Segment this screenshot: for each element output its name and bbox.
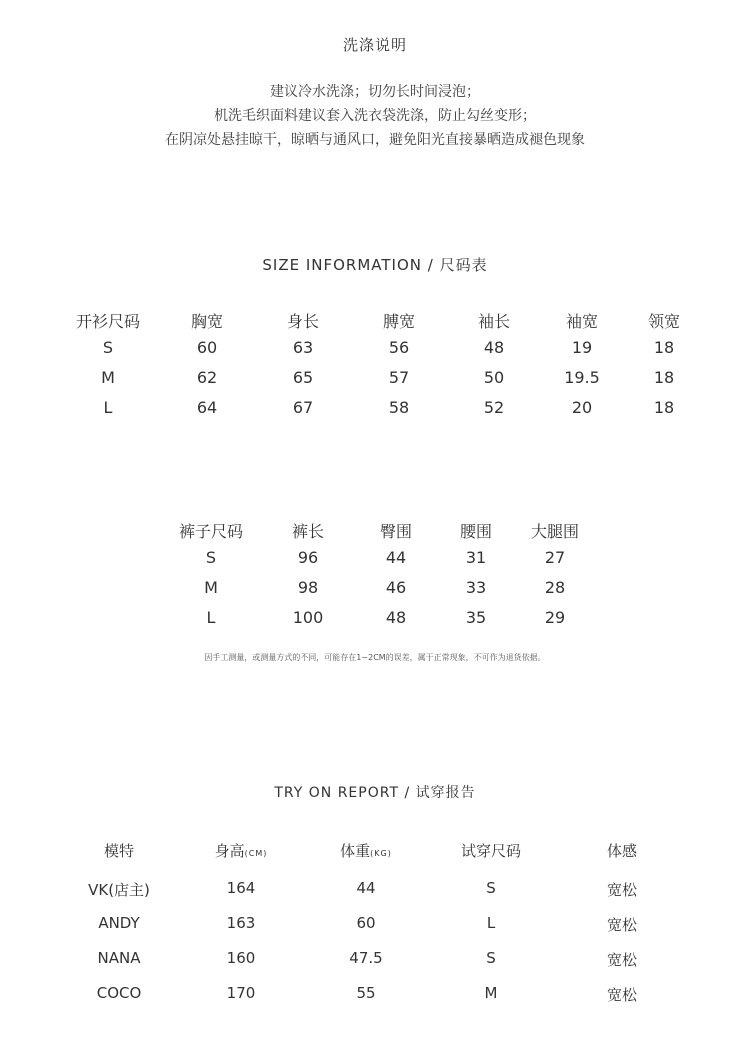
table-cell: 63	[292, 338, 314, 357]
tryon-header-height-unit: (CM)	[244, 849, 268, 858]
table-cell: 98	[297, 578, 319, 597]
table-cell: 19	[571, 338, 593, 357]
cardigan-header-chest: 胸宽	[190, 312, 223, 331]
table-cell: 96	[297, 548, 319, 567]
table-cell: 44	[385, 548, 407, 567]
table-cell: 64	[196, 398, 218, 417]
table-cell: 65	[292, 368, 314, 387]
table-cell: 58	[388, 398, 410, 417]
tryon-header-height-label: 身高	[214, 842, 245, 860]
table-cell: 48	[385, 608, 407, 627]
pants-header-waist: 腰围	[459, 522, 492, 541]
table-cell: 56	[388, 338, 410, 357]
table-cell: 50	[483, 368, 505, 387]
tryon-header-fit: 体感	[606, 842, 637, 860]
table-cell: 55	[356, 984, 376, 1002]
table-cell: 60	[196, 338, 218, 357]
table-cell: L	[206, 608, 216, 627]
table-cell: S	[205, 548, 217, 567]
table-cell: 20	[571, 398, 593, 417]
table-cell: NANA	[97, 949, 141, 967]
table-cell: 18	[653, 368, 675, 387]
table-cell: 60	[356, 914, 376, 932]
table-cell: 35	[465, 608, 487, 627]
table-cell: 44	[356, 879, 376, 897]
table-cell: 160	[226, 949, 256, 967]
table-cell: 18	[653, 338, 675, 357]
table-cell: 宽松	[606, 986, 637, 1004]
table-cell: 52	[483, 398, 505, 417]
table-cell: 宽松	[606, 916, 637, 934]
table-cell: S	[486, 949, 496, 967]
table-cell: ANDY	[98, 914, 140, 932]
pants-header-hip: 臀围	[379, 522, 412, 541]
table-cell: M	[101, 368, 115, 387]
table-cell: COCO	[96, 984, 142, 1002]
pants-header-size: 裤子尺码	[178, 522, 243, 541]
table-cell: S	[486, 879, 496, 897]
table-cell: 28	[544, 578, 566, 597]
table-cell: 19.5	[564, 368, 600, 387]
table-cell: 18	[653, 398, 675, 417]
cardigan-header-size: 开衫尺码	[75, 312, 140, 331]
table-cell: 48	[483, 338, 505, 357]
tryon-header-model: 模特	[103, 842, 134, 860]
cardigan-header-length: 身长	[286, 312, 319, 331]
cardigan-header-sleeve-length: 袖长	[477, 312, 510, 331]
table-cell: 33	[465, 578, 487, 597]
table-cell: M	[204, 578, 218, 597]
table-cell: L	[486, 914, 496, 932]
care-line-2: 机洗毛织面料建议套入洗衣袋洗涤，防止勾丝变形；	[214, 108, 536, 124]
tryon-header-height	[181, 840, 301, 861]
table-cell: 27	[544, 548, 566, 567]
table-cell: 宽松	[606, 881, 637, 899]
table-cell: 29	[544, 608, 566, 627]
care-line-1: 建议冷水洗涤；切勿长时间浸泡；	[270, 84, 480, 100]
table-cell: 宽松	[606, 951, 637, 969]
cardigan-header-shoulder: 膊宽	[382, 312, 415, 331]
table-cell: 100	[292, 608, 324, 627]
tryon-title: TRY ON REPORT / 试穿报告	[274, 785, 476, 801]
tryon-header-weight	[306, 840, 426, 861]
table-cell: S	[102, 338, 114, 357]
care-line-3: 在阴凉处悬挂晾干，晾晒与通风口，避免阳光直接暴晒造成褪色现象	[165, 132, 585, 148]
table-cell: 47.5	[349, 949, 383, 967]
pants-header-thigh: 大腿围	[530, 522, 579, 541]
table-cell: 31	[465, 548, 487, 567]
cardigan-header-collar: 领宽	[647, 312, 680, 331]
measurement-note: 因手工测量，或测量方式的不同，可能存在1~2CM的误差，属于正常现象，不可作为退货依据。	[204, 653, 546, 662]
table-cell: VK(店主)	[88, 881, 150, 899]
table-cell: 57	[388, 368, 410, 387]
tryon-header-weight-label: 体重	[340, 842, 371, 860]
table-cell: M	[484, 984, 498, 1002]
table-cell: 67	[292, 398, 314, 417]
tryon-header-weight-unit: (KG)	[370, 849, 392, 858]
tryon-header-size: 试穿尺码	[460, 842, 521, 860]
care-title: 洗涤说明	[342, 36, 407, 54]
table-cell: 163	[226, 914, 256, 932]
table-cell: L	[103, 398, 113, 417]
size-title: SIZE INFORMATION / 尺码表	[262, 256, 488, 274]
table-cell: 46	[385, 578, 407, 597]
cardigan-header-sleeve-width: 袖宽	[565, 312, 598, 331]
table-cell: 164	[226, 879, 256, 897]
table-cell: 170	[226, 984, 256, 1002]
pants-header-length: 裤长	[291, 522, 324, 541]
table-cell: 62	[196, 368, 218, 387]
